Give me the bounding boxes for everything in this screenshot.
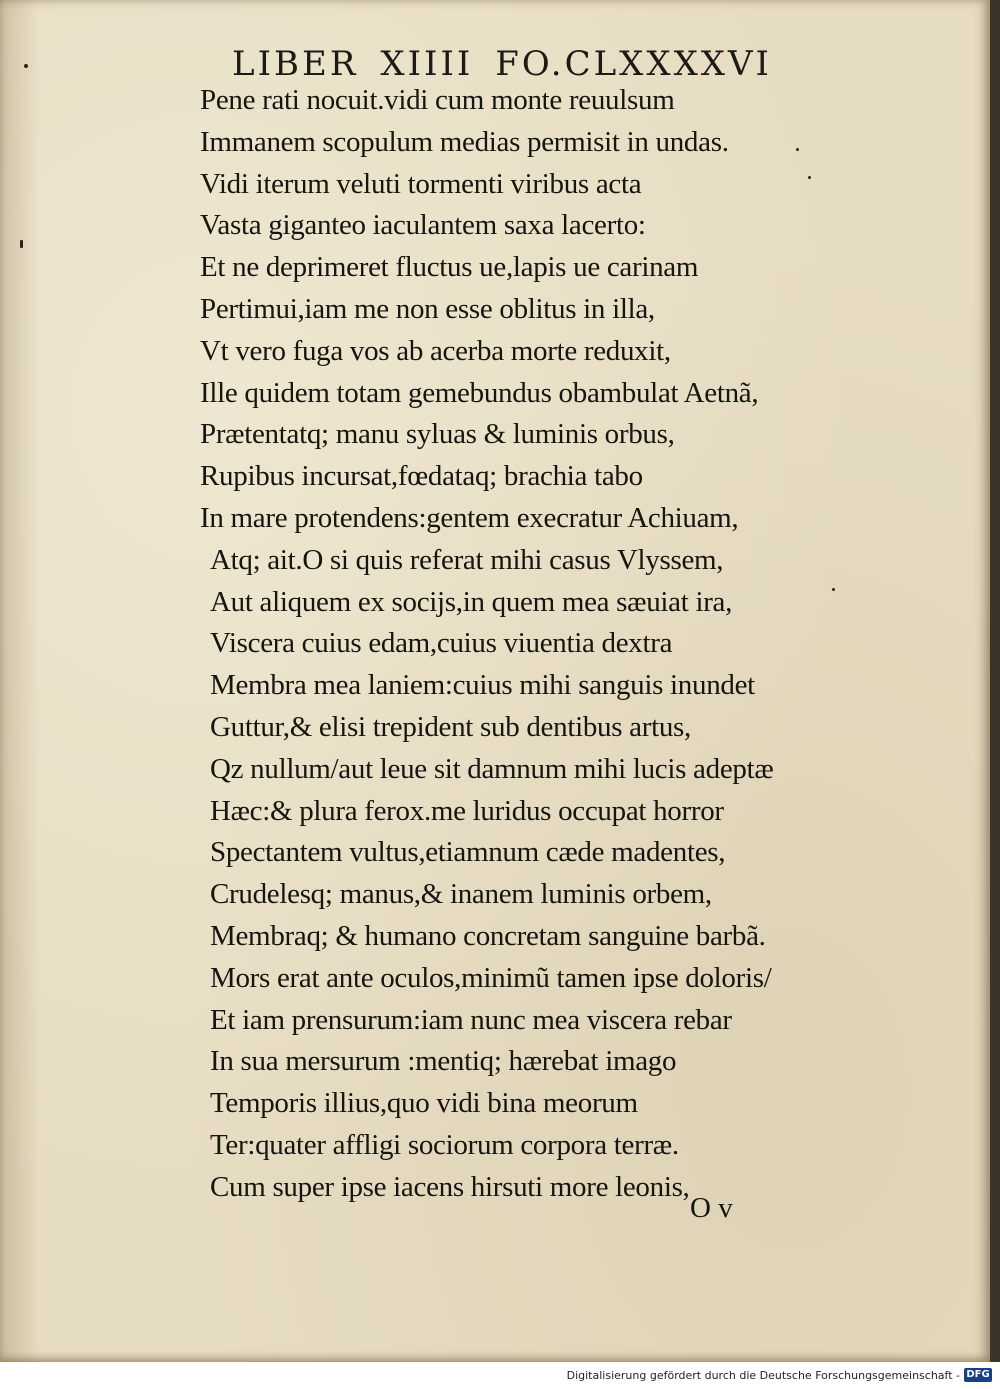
verse-line: Vt vero fuga vos ab acerba morte reduxit,: [200, 334, 671, 367]
header-book-number: XIIII: [380, 44, 474, 84]
ink-speck: [796, 148, 799, 151]
verse-line: Ter:quater affligi sociorum corpora terræ.: [210, 1128, 679, 1161]
verse-line: Guttur,& elisi trepident sub dentibus artus,: [210, 710, 691, 743]
ink-speck: [832, 588, 835, 591]
verse-list: [200, 80, 820, 1209]
verse-line: Pene rati nocuit.vidi cum monte reuulsum: [200, 84, 675, 116]
verse-line: Qz nullum/aut leue sit damnum mihi lucis adeptæ: [210, 752, 774, 785]
verse-line: Immanem scopulum medias permisit in undas.: [200, 125, 729, 158]
dfg-logo-icon: DFG: [964, 1368, 992, 1382]
verse-line: Cum super ipse iacens hirsuti more leonis,: [210, 1170, 690, 1203]
verse-line: Membraq; & humano concretam sanguine barbã.: [210, 919, 766, 952]
verse-line: Prætentatq; manu syluas & luminis orbus,: [200, 418, 675, 451]
ink-speck: [808, 176, 811, 179]
verse-line: Pertimui,iam me non esse oblitus in illa,: [200, 292, 655, 325]
verse-line: In sua mersurum :mentiq; hærebat imago: [210, 1045, 677, 1078]
verse-line: Ille quidem totam gemebundus obambulat Aetnã,: [200, 376, 759, 409]
running-header: [232, 34, 772, 84]
ink-speck: [24, 64, 28, 68]
verse-line: Vasta giganteo iaculantem saxa lacerto:: [200, 209, 646, 242]
ink-speck: [20, 240, 23, 248]
verse-line: Mors erat ante oculos,minimũ tamen ipse doloris/: [210, 961, 772, 994]
verse-line: Hæc:& plura ferox.me luridus occupat horror: [210, 794, 724, 827]
verse-line: Rupibus incursat,fœdataq; brachia tabo: [200, 460, 643, 493]
verse-line: Aut aliquem ex socijs,in quem mea sæuiat ira,: [210, 585, 733, 618]
verse-line: Et iam prensurum:iam nunc mea viscera rebar: [210, 1003, 732, 1036]
verse-line: Vidi iterum veluti tormenti viribus acta: [200, 167, 642, 200]
digitization-credit: Digitalisierung gefördert durch die Deutsche Forschungsgemeinschaft -: [566, 1369, 960, 1382]
page-gutter-shadow: [0, 0, 40, 1362]
verse-line: Spectantem vultus,etiamnum cæde madentes,: [210, 836, 726, 869]
header-folio: FO.CLXXXXVI: [495, 44, 772, 84]
verse-line: Et ne deprimeret fluctus ue,lapis ue carinam: [200, 251, 699, 284]
verse-line: Atq; ait.O si quis referat mihi casus Vlyssem,: [210, 543, 724, 576]
verse-line: In mare protendens:gentem execratur Achiuam,: [200, 501, 739, 534]
header-book: LIBER: [232, 44, 359, 84]
verse-line: Temporis illius,quo vidi bina meorum: [210, 1087, 638, 1120]
verse-line: Viscera cuius edam,cuius viuentia dextra: [210, 627, 673, 660]
catchword: O v: [690, 1192, 733, 1224]
verse-line: Crudelesq; manus,& inanem luminis orbem,: [210, 878, 712, 911]
verse-line: Membra mea laniem:cuius mihi sanguis inundet: [210, 669, 755, 702]
